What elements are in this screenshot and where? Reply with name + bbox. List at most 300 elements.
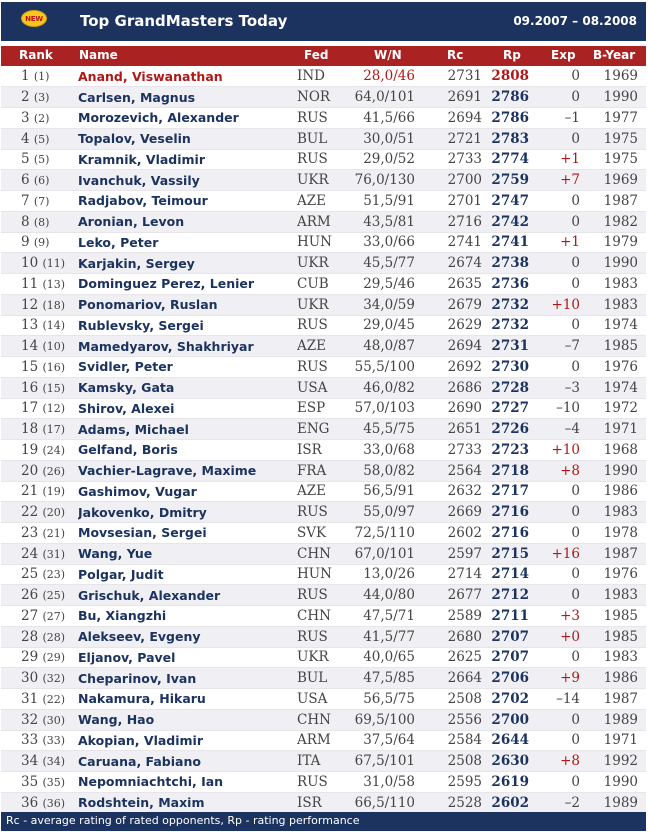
birth-year: 1972 bbox=[586, 398, 646, 419]
avg-opponent-rating: 2674 bbox=[421, 253, 487, 274]
avg-opponent-rating: 2556 bbox=[421, 709, 487, 730]
previous-rank: (35) bbox=[42, 775, 66, 789]
expected-score-diff: 0 bbox=[535, 315, 586, 336]
expected-score-diff: 0 bbox=[535, 357, 586, 378]
rank-value: 33 bbox=[21, 732, 39, 749]
expected-score-diff: 0 bbox=[535, 191, 586, 212]
birth-year: 1982 bbox=[586, 211, 646, 232]
player-name: Shirov, Alexei bbox=[78, 398, 297, 419]
rank-value: 29 bbox=[21, 649, 39, 666]
previous-rank: (5) bbox=[33, 153, 50, 167]
rating-performance: 2700 bbox=[487, 709, 535, 730]
avg-opponent-rating: 2679 bbox=[421, 294, 487, 315]
rating-performance: 2728 bbox=[487, 377, 535, 398]
federation: NOR bbox=[297, 87, 351, 108]
avg-opponent-rating: 2701 bbox=[421, 191, 487, 212]
table-row bbox=[1, 294, 646, 315]
wins-games: 43,5/81 bbox=[351, 211, 421, 232]
player-name: Polgar, Judit bbox=[78, 564, 297, 585]
rank-cell bbox=[1, 149, 78, 170]
table-row bbox=[1, 647, 646, 668]
birth-year: 1971 bbox=[586, 419, 646, 440]
rating-performance: 2732 bbox=[487, 294, 535, 315]
wins-games: 44,0/80 bbox=[351, 585, 421, 606]
birth-year: 1975 bbox=[586, 149, 646, 170]
expected-score-diff: +3 bbox=[535, 606, 586, 627]
federation: CHN bbox=[297, 543, 351, 564]
rating-performance: 2707 bbox=[487, 647, 535, 668]
avg-opponent-rating: 2602 bbox=[421, 523, 487, 544]
rating-performance: 2747 bbox=[487, 191, 535, 212]
birth-year: 1974 bbox=[586, 377, 646, 398]
federation: FRA bbox=[297, 460, 351, 481]
rank-cell bbox=[1, 668, 78, 689]
table-row bbox=[1, 668, 646, 689]
rating-performance: 2644 bbox=[487, 730, 535, 751]
rating-performance: 2702 bbox=[487, 689, 535, 710]
table-row bbox=[1, 66, 646, 87]
birth-year: 1992 bbox=[586, 751, 646, 772]
table-row bbox=[1, 585, 646, 606]
rating-performance: 2732 bbox=[487, 315, 535, 336]
player-name: Leko, Peter bbox=[78, 232, 297, 253]
expected-score-diff: +7 bbox=[535, 170, 586, 191]
rank-value: 19 bbox=[21, 441, 39, 458]
table-row bbox=[1, 191, 646, 212]
player-name: Nepomniachtchi, Ian bbox=[78, 772, 297, 793]
previous-rank: (22) bbox=[42, 692, 66, 706]
rating-performance: 2602 bbox=[487, 792, 535, 813]
avg-opponent-rating: 2629 bbox=[421, 315, 487, 336]
rank-cell bbox=[1, 294, 78, 315]
player-name: Wang, Hao bbox=[78, 709, 297, 730]
column-rank: Rank bbox=[19, 48, 53, 62]
avg-opponent-rating: 2700 bbox=[421, 170, 487, 191]
player-name: Wang, Yue bbox=[78, 543, 297, 564]
federation: UKR bbox=[297, 647, 351, 668]
avg-opponent-rating: 2690 bbox=[421, 398, 487, 419]
rank-value: 7 bbox=[21, 192, 30, 209]
player-name: Ponomariov, Ruslan bbox=[78, 294, 297, 315]
wins-games: 67,0/101 bbox=[351, 543, 421, 564]
avg-opponent-rating: 2716 bbox=[421, 211, 487, 232]
wins-games: 13,0/26 bbox=[351, 564, 421, 585]
expected-score-diff: –2 bbox=[535, 792, 586, 813]
rank-cell bbox=[1, 398, 78, 419]
birth-year: 1990 bbox=[586, 772, 646, 793]
rating-performance: 2630 bbox=[487, 751, 535, 772]
rating-performance: 2726 bbox=[487, 419, 535, 440]
birth-year: 1987 bbox=[586, 191, 646, 212]
expected-score-diff: +9 bbox=[535, 668, 586, 689]
rank-cell bbox=[1, 772, 78, 793]
rank-cell bbox=[1, 709, 78, 730]
birth-year: 1985 bbox=[586, 626, 646, 647]
previous-rank: (34) bbox=[42, 755, 66, 769]
rating-performance: 2774 bbox=[487, 149, 535, 170]
avg-opponent-rating: 2528 bbox=[421, 792, 487, 813]
column-name: Name bbox=[79, 48, 118, 62]
player-name: Movsesian, Sergei bbox=[78, 523, 297, 544]
federation: UKR bbox=[297, 294, 351, 315]
table-row bbox=[1, 398, 646, 419]
previous-rank: (1) bbox=[33, 70, 50, 84]
rank-cell bbox=[1, 336, 78, 357]
federation: RUS bbox=[297, 357, 351, 378]
wins-games: 37,5/64 bbox=[351, 730, 421, 751]
previous-rank: (27) bbox=[42, 609, 66, 623]
rank-value: 28 bbox=[21, 628, 39, 645]
birth-year: 1978 bbox=[586, 523, 646, 544]
rank-cell bbox=[1, 274, 78, 295]
federation: AZE bbox=[297, 191, 351, 212]
expected-score-diff: 0 bbox=[535, 128, 586, 149]
expected-score-diff: +10 bbox=[535, 294, 586, 315]
rank-cell bbox=[1, 357, 78, 378]
player-name: Karjakin, Sergey bbox=[78, 253, 297, 274]
rank-cell bbox=[1, 211, 78, 232]
avg-opponent-rating: 2731 bbox=[421, 66, 487, 87]
player-name: Alekseev, Evgeny bbox=[78, 626, 297, 647]
rank-value: 11 bbox=[21, 275, 39, 292]
expected-score-diff: 0 bbox=[535, 709, 586, 730]
table-row bbox=[1, 751, 646, 772]
table-row bbox=[1, 170, 646, 191]
rating-performance: 2731 bbox=[487, 336, 535, 357]
table-row bbox=[1, 108, 646, 129]
footer-note: Rc - average rating of rated opponents, Rp - rating performance bbox=[1, 812, 646, 831]
federation: AZE bbox=[297, 336, 351, 357]
player-name: Adams, Michael bbox=[78, 419, 297, 440]
wins-games: 72,5/110 bbox=[351, 523, 421, 544]
rank-cell bbox=[1, 647, 78, 668]
federation: BUL bbox=[297, 128, 351, 149]
avg-opponent-rating: 2721 bbox=[421, 128, 487, 149]
rating-performance: 2742 bbox=[487, 211, 535, 232]
expected-score-diff: 0 bbox=[535, 564, 586, 585]
wins-games: 33,0/68 bbox=[351, 440, 421, 461]
expected-score-diff: –10 bbox=[535, 398, 586, 419]
wins-games: 64,0/101 bbox=[351, 87, 421, 108]
table-row bbox=[1, 502, 646, 523]
rank-cell bbox=[1, 66, 78, 87]
rank-value: 23 bbox=[21, 524, 39, 541]
wins-games: 29,5/46 bbox=[351, 274, 421, 295]
rank-cell bbox=[1, 460, 78, 481]
new-badge-icon bbox=[21, 10, 47, 27]
expected-score-diff: –1 bbox=[535, 108, 586, 129]
birth-year: 1983 bbox=[586, 274, 646, 295]
rank-cell bbox=[1, 315, 78, 336]
wins-games: 57,0/103 bbox=[351, 398, 421, 419]
previous-rank: (24) bbox=[42, 443, 66, 457]
federation: ISR bbox=[297, 792, 351, 813]
table-row bbox=[1, 481, 646, 502]
previous-rank: (6) bbox=[33, 174, 50, 188]
previous-rank: (18) bbox=[42, 298, 66, 312]
table-row bbox=[1, 274, 646, 295]
rating-performance: 2716 bbox=[487, 523, 535, 544]
expected-score-diff: +1 bbox=[535, 232, 586, 253]
rating-performance: 2723 bbox=[487, 440, 535, 461]
table-row bbox=[1, 211, 646, 232]
birth-year: 1983 bbox=[586, 502, 646, 523]
previous-rank: (5) bbox=[33, 132, 50, 146]
rank-value: 31 bbox=[21, 690, 39, 707]
avg-opponent-rating: 2692 bbox=[421, 357, 487, 378]
player-name: Nakamura, Hikaru bbox=[78, 689, 297, 710]
federation: SVK bbox=[297, 523, 351, 544]
avg-opponent-rating: 2733 bbox=[421, 149, 487, 170]
rank-cell bbox=[1, 253, 78, 274]
rank-value: 5 bbox=[21, 151, 30, 168]
rank-value: 21 bbox=[21, 483, 39, 500]
wins-games: 76,0/130 bbox=[351, 170, 421, 191]
rating-performance: 2706 bbox=[487, 668, 535, 689]
rating-performance: 2714 bbox=[487, 564, 535, 585]
federation: RUS bbox=[297, 108, 351, 129]
expected-score-diff: 0 bbox=[535, 502, 586, 523]
table-row bbox=[1, 440, 646, 461]
federation: ISR bbox=[297, 440, 351, 461]
avg-opponent-rating: 2508 bbox=[421, 689, 487, 710]
birth-year: 1983 bbox=[586, 647, 646, 668]
federation: AZE bbox=[297, 481, 351, 502]
wins-games: 56,5/75 bbox=[351, 689, 421, 710]
birth-year: 1983 bbox=[586, 294, 646, 315]
expected-score-diff: 0 bbox=[535, 66, 586, 87]
previous-rank: (36) bbox=[42, 796, 66, 810]
rank-value: 32 bbox=[21, 711, 39, 728]
rank-cell bbox=[1, 606, 78, 627]
rank-cell bbox=[1, 792, 78, 813]
federation: RUS bbox=[297, 585, 351, 606]
rank-cell bbox=[1, 87, 78, 108]
rank-value: 17 bbox=[21, 400, 39, 417]
wins-games: 55,0/97 bbox=[351, 502, 421, 523]
player-name: Rodshtein, Maxim bbox=[78, 792, 297, 813]
table-row bbox=[1, 253, 646, 274]
avg-opponent-rating: 2651 bbox=[421, 419, 487, 440]
table-row bbox=[1, 543, 646, 564]
previous-rank: (23) bbox=[42, 568, 66, 582]
rank-value: 12 bbox=[21, 296, 39, 313]
federation: BUL bbox=[297, 668, 351, 689]
avg-opponent-rating: 2680 bbox=[421, 626, 487, 647]
federation: UKR bbox=[297, 253, 351, 274]
player-name: Jakovenko, Dmitry bbox=[78, 502, 297, 523]
period-label: 09.2007 – 08.2008 bbox=[513, 14, 637, 28]
previous-rank: (15) bbox=[42, 381, 66, 395]
wins-games: 31,0/58 bbox=[351, 772, 421, 793]
expected-score-diff: +1 bbox=[535, 149, 586, 170]
rank-value: 35 bbox=[21, 773, 39, 790]
rank-cell bbox=[1, 377, 78, 398]
expected-score-diff: 0 bbox=[535, 523, 586, 544]
avg-opponent-rating: 2669 bbox=[421, 502, 487, 523]
federation: ESP bbox=[297, 398, 351, 419]
rank-value: 16 bbox=[21, 379, 39, 396]
table-row bbox=[1, 87, 646, 108]
avg-opponent-rating: 2508 bbox=[421, 751, 487, 772]
player-name: Cheparinov, Ivan bbox=[78, 668, 297, 689]
birth-year: 1985 bbox=[586, 606, 646, 627]
birth-year: 1969 bbox=[586, 170, 646, 191]
rank-cell bbox=[1, 543, 78, 564]
birth-year: 1968 bbox=[586, 440, 646, 461]
player-name: Ivanchuk, Vassily bbox=[78, 170, 297, 191]
federation: ITA bbox=[297, 751, 351, 772]
player-name: Mamedyarov, Shakhriyar bbox=[78, 336, 297, 357]
rank-value: 34 bbox=[21, 753, 39, 770]
rank-cell bbox=[1, 585, 78, 606]
previous-rank: (12) bbox=[42, 402, 66, 416]
rank-cell bbox=[1, 689, 78, 710]
rank-value: 25 bbox=[21, 566, 39, 583]
player-name: Kramnik, Vladimir bbox=[78, 149, 297, 170]
table-row bbox=[1, 419, 646, 440]
rank-value: 4 bbox=[21, 130, 30, 147]
player-name: Aronian, Levon bbox=[78, 211, 297, 232]
wins-games: 29,0/45 bbox=[351, 315, 421, 336]
previous-rank: (20) bbox=[42, 506, 66, 520]
new-badge-label: NEW bbox=[25, 14, 43, 23]
rank-cell bbox=[1, 191, 78, 212]
rank-value: 36 bbox=[21, 794, 39, 811]
rank-value: 24 bbox=[21, 545, 39, 562]
previous-rank: (9) bbox=[33, 236, 50, 250]
federation: HUN bbox=[297, 232, 351, 253]
wins-games: 67,5/101 bbox=[351, 751, 421, 772]
table-row bbox=[1, 564, 646, 585]
rank-cell bbox=[1, 232, 78, 253]
previous-rank: (28) bbox=[42, 630, 66, 644]
table-row bbox=[1, 792, 646, 813]
column-rc: Rc bbox=[447, 48, 464, 62]
federation: ARM bbox=[297, 211, 351, 232]
federation: IND bbox=[297, 66, 351, 87]
table-row bbox=[1, 730, 646, 751]
wins-games: 46,0/82 bbox=[351, 377, 421, 398]
previous-rank: (13) bbox=[42, 277, 66, 291]
player-name: Eljanov, Pavel bbox=[78, 647, 297, 668]
federation: USA bbox=[297, 689, 351, 710]
rank-cell bbox=[1, 170, 78, 191]
federation: UKR bbox=[297, 170, 351, 191]
rating-performance: 2786 bbox=[487, 87, 535, 108]
table-row bbox=[1, 315, 646, 336]
birth-year: 1983 bbox=[586, 585, 646, 606]
rank-value: 2 bbox=[21, 89, 30, 106]
rank-cell bbox=[1, 128, 78, 149]
expected-score-diff: 0 bbox=[535, 730, 586, 751]
table-row bbox=[1, 772, 646, 793]
avg-opponent-rating: 2714 bbox=[421, 564, 487, 585]
expected-score-diff: 0 bbox=[535, 585, 586, 606]
table-row bbox=[1, 689, 646, 710]
birth-year: 1989 bbox=[586, 709, 646, 730]
page-title: Top GrandMasters Today bbox=[80, 12, 288, 30]
player-name: Dominguez Perez, Lenier bbox=[78, 274, 297, 295]
rating-performance: 2736 bbox=[487, 274, 535, 295]
previous-rank: (2) bbox=[33, 111, 50, 125]
previous-rank: (10) bbox=[42, 340, 66, 354]
previous-rank: (11) bbox=[42, 257, 66, 271]
avg-opponent-rating: 2564 bbox=[421, 460, 487, 481]
expected-score-diff: –14 bbox=[535, 689, 586, 710]
player-name: Caruana, Fabiano bbox=[78, 751, 297, 772]
birth-year: 1977 bbox=[586, 108, 646, 129]
birth-year: 1987 bbox=[586, 689, 646, 710]
rating-performance: 2715 bbox=[487, 543, 535, 564]
avg-opponent-rating: 2694 bbox=[421, 336, 487, 357]
player-name: Radjabov, Teimour bbox=[78, 191, 297, 212]
rank-value: 27 bbox=[21, 607, 39, 624]
birth-year: 1985 bbox=[586, 336, 646, 357]
avg-opponent-rating: 2694 bbox=[421, 108, 487, 129]
rank-value: 6 bbox=[21, 172, 30, 189]
rating-performance: 2717 bbox=[487, 481, 535, 502]
rating-performance: 2786 bbox=[487, 108, 535, 129]
rating-performance: 2716 bbox=[487, 502, 535, 523]
avg-opponent-rating: 2584 bbox=[421, 730, 487, 751]
avg-opponent-rating: 2625 bbox=[421, 647, 487, 668]
expected-score-diff: –7 bbox=[535, 336, 586, 357]
avg-opponent-rating: 2632 bbox=[421, 481, 487, 502]
rank-value: 15 bbox=[21, 358, 39, 375]
rating-performance: 2712 bbox=[487, 585, 535, 606]
player-name: Gashimov, Vugar bbox=[78, 481, 297, 502]
wins-games: 47,5/85 bbox=[351, 668, 421, 689]
expected-score-diff: +0 bbox=[535, 626, 586, 647]
wins-games: 28,0/46 bbox=[351, 66, 421, 87]
federation: RUS bbox=[297, 772, 351, 793]
table-row bbox=[1, 149, 646, 170]
expected-score-diff: +10 bbox=[535, 440, 586, 461]
avg-opponent-rating: 2733 bbox=[421, 440, 487, 461]
previous-rank: (25) bbox=[42, 589, 66, 603]
wins-games: 55,5/100 bbox=[351, 357, 421, 378]
previous-rank: (14) bbox=[42, 319, 66, 333]
rank-cell bbox=[1, 502, 78, 523]
rank-value: 14 bbox=[21, 338, 39, 355]
wins-games: 41,5/66 bbox=[351, 108, 421, 129]
avg-opponent-rating: 2635 bbox=[421, 274, 487, 295]
rank-cell bbox=[1, 626, 78, 647]
avg-opponent-rating: 2686 bbox=[421, 377, 487, 398]
previous-rank: (19) bbox=[42, 485, 66, 499]
player-name: Grischuk, Alexander bbox=[78, 585, 297, 606]
federation: ENG bbox=[297, 419, 351, 440]
rank-value: 1 bbox=[21, 68, 30, 85]
federation: RUS bbox=[297, 315, 351, 336]
birth-year: 1989 bbox=[586, 792, 646, 813]
table-row bbox=[1, 626, 646, 647]
wins-games: 45,5/75 bbox=[351, 419, 421, 440]
rank-value: 26 bbox=[21, 587, 39, 604]
rank-value: 18 bbox=[21, 421, 39, 438]
previous-rank: (29) bbox=[42, 651, 66, 665]
previous-rank: (7) bbox=[33, 194, 50, 208]
table-row bbox=[1, 336, 646, 357]
birth-year: 1990 bbox=[586, 253, 646, 274]
federation: RUS bbox=[297, 626, 351, 647]
rating-performance: 2727 bbox=[487, 398, 535, 419]
rank-value: 8 bbox=[21, 213, 30, 230]
expected-score-diff: –4 bbox=[535, 419, 586, 440]
player-name: Anand, Viswanathan bbox=[78, 66, 297, 87]
wins-games: 29,0/52 bbox=[351, 149, 421, 170]
